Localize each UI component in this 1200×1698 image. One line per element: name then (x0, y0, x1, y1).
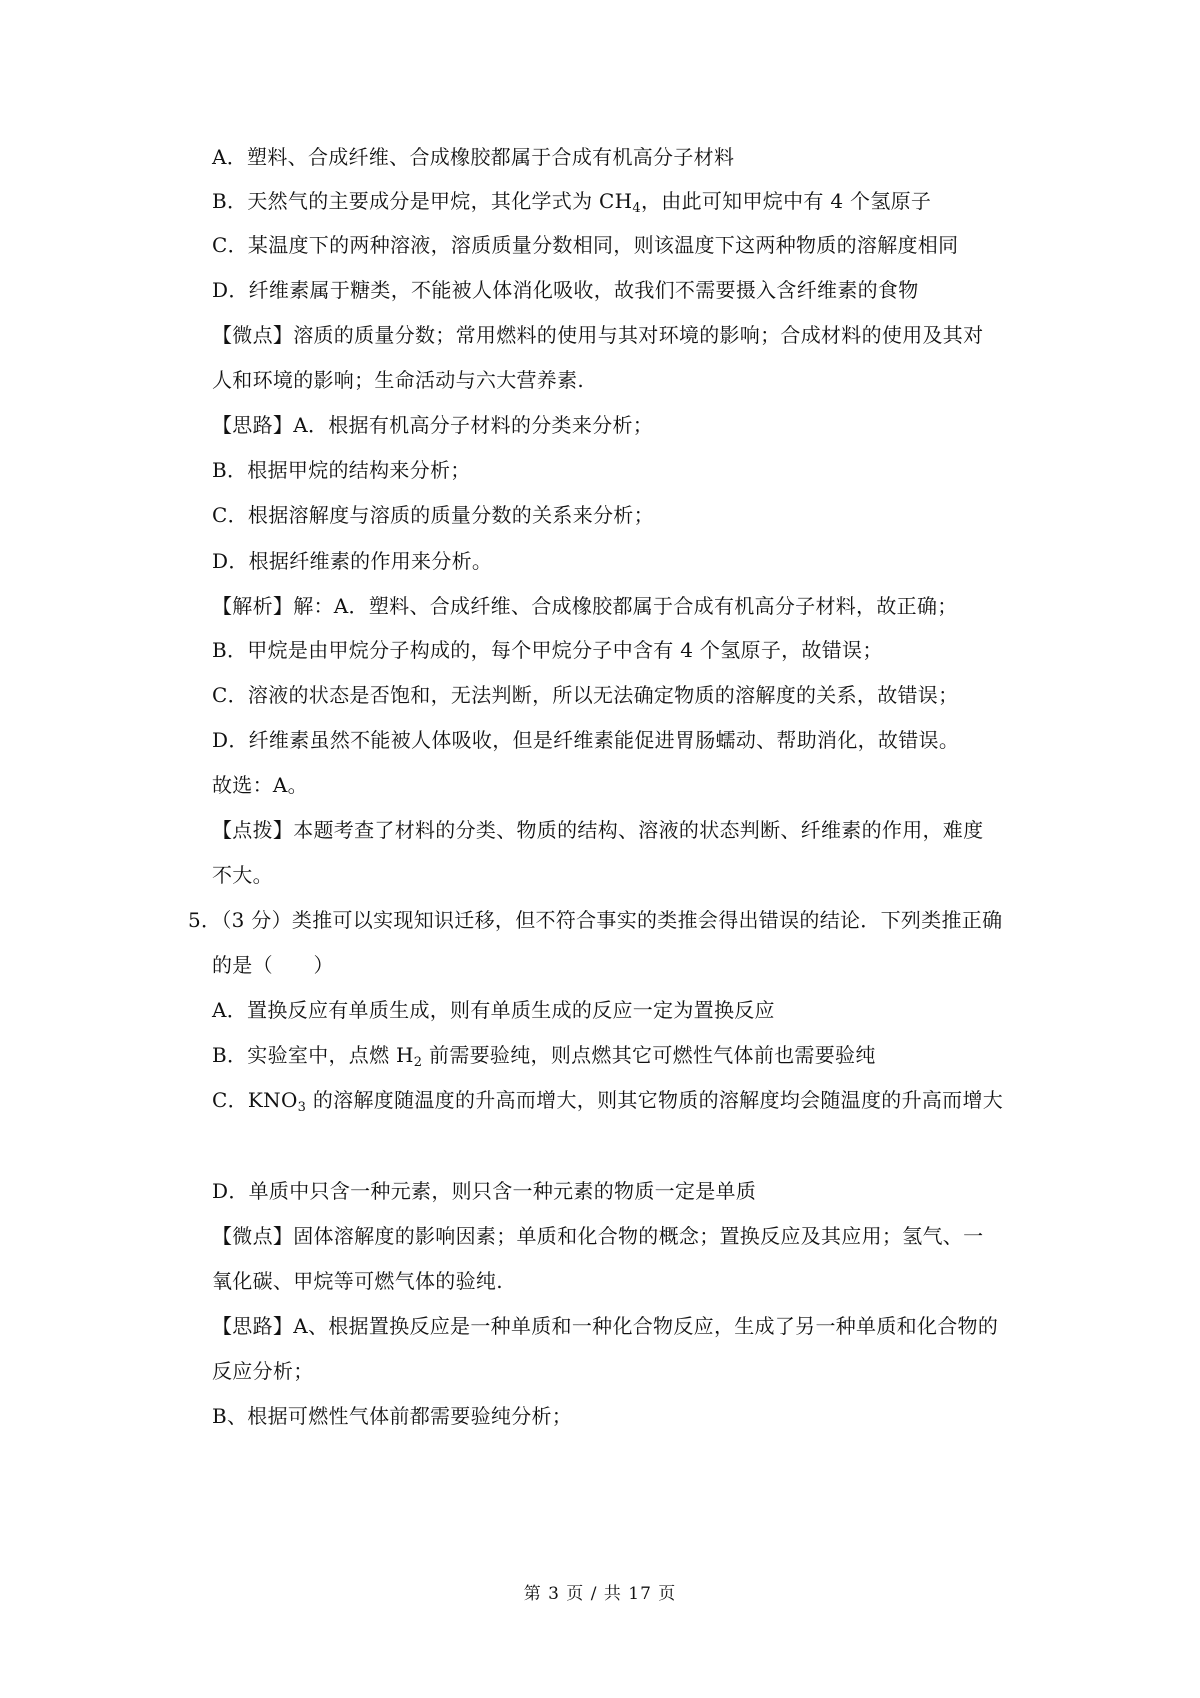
prev-option-b (212, 189, 932, 216)
prev-dianbo-line-2: 不大。 (212, 863, 273, 887)
prev-option-b-post: ，由此可知甲烷中有 4 个氢原子 (640, 189, 932, 213)
prev-option-d: D．纤维素属于糖类，不能被人体消化吸收，故我们不需要摄入含纤维素的食物 (212, 278, 919, 302)
q5-silu-line-1: 【思路】A、根据置换反应是一种单质和一种化合物反应，生成了另一种单质和化合物的 (212, 1314, 999, 1338)
prev-answer: 故选：A。 (212, 773, 308, 797)
prev-jiexi-line-4: D．纤维素虽然不能被人体吸收，但是纤维素能促进胃肠蠕动、帮助消化，故错误。 (212, 728, 960, 752)
q5-option-b-post: 前需要验纯，则点燃其它可燃性气体前也需要验纯 (422, 1043, 876, 1067)
q5-option-a: A．置换反应有单质生成，则有单质生成的反应一定为置换反应 (212, 998, 775, 1022)
prev-option-c: C．某温度下的两种溶液，溶质质量分数相同，则该温度下这两种物质的溶解度相同 (212, 233, 959, 257)
q5-stem-line-2: 的是（ ） (212, 953, 334, 977)
q5-weidian-line-2: 氧化碳、甲烷等可燃气体的验纯. (212, 1269, 503, 1293)
q5-option-b (212, 1043, 876, 1070)
q5-option-c (212, 1088, 1004, 1115)
prev-jiexi-line-3: C．溶液的状态是否饱和，无法判断，所以无法确定物质的溶解度的关系，故错误； (212, 683, 959, 707)
q5-silu-line-3: B、根据可燃性气体前都需要验纯分析； (212, 1404, 573, 1428)
q5-option-c-pre: C．KNO (212, 1088, 298, 1112)
prev-jiexi-line-2: B．甲烷是由甲烷分子构成的，每个甲烷分子中含有 4 个氢原子，故错误； (212, 638, 883, 662)
prev-weidian-line-1: 【微点】溶质的质量分数；常用燃料的使用与其对环境的影响；合成材料的使用及其对 (212, 323, 984, 347)
q5-option-c-sub: 3 (297, 1100, 307, 1115)
prev-silu-line-3: C．根据溶解度与溶质的质量分数的关系来分析； (212, 503, 654, 527)
q5-weidian-line-1: 【微点】固体溶解度的影响因素；单质和化合物的概念；置换反应及其应用；氢气、一 (212, 1224, 984, 1248)
prev-weidian-line-2: 人和环境的影响；生命活动与六大营养素. (212, 368, 585, 392)
q5-option-b-sub: 2 (413, 1055, 423, 1070)
q5-option-d: D．单质中只含一种元素，则只含一种元素的物质一定是单质 (212, 1179, 757, 1203)
q5-option-c-post: 的溶解度随温度的升高而增大，则其它物质的溶解度均会随温度的升高而增大 (306, 1088, 1004, 1112)
page-footer: 第 3 页 / 共 17 页 (523, 1584, 677, 1604)
prev-silu-line-4: D．根据纤维素的作用来分析。 (212, 549, 493, 573)
prev-silu-line-2: B．根据甲烷的结构来分析； (212, 458, 471, 482)
q5-stem-line-1: 5．（3 分）类推可以实现知识迁移，但不符合事实的类推会得出错误的结论．下列类推正确 (188, 908, 1003, 932)
prev-option-a: A．塑料、合成纤维、合成橡胶都属于合成有机高分子材料 (212, 145, 735, 169)
q5-silu-line-2: 反应分析； (212, 1359, 314, 1383)
prev-dianbo-line-1: 【点拨】本题考查了材料的分类、物质的结构、溶液的状态判断、纤维素的作用，难度 (212, 818, 984, 842)
prev-jiexi-line-1: 【解析】解：A．塑料、合成纤维、合成橡胶都属于合成有机高分子材料，故正确； (212, 594, 958, 618)
prev-silu-line-1: 【思路】A．根据有机高分子材料的分类来分析； (212, 413, 654, 437)
prev-option-b-sub: 4 (632, 201, 641, 216)
prev-option-b-pre: B．天然气的主要成分是甲烷，其化学式为 CH (212, 189, 633, 213)
q5-option-b-pre: B．实验室中，点燃 H (212, 1043, 414, 1067)
